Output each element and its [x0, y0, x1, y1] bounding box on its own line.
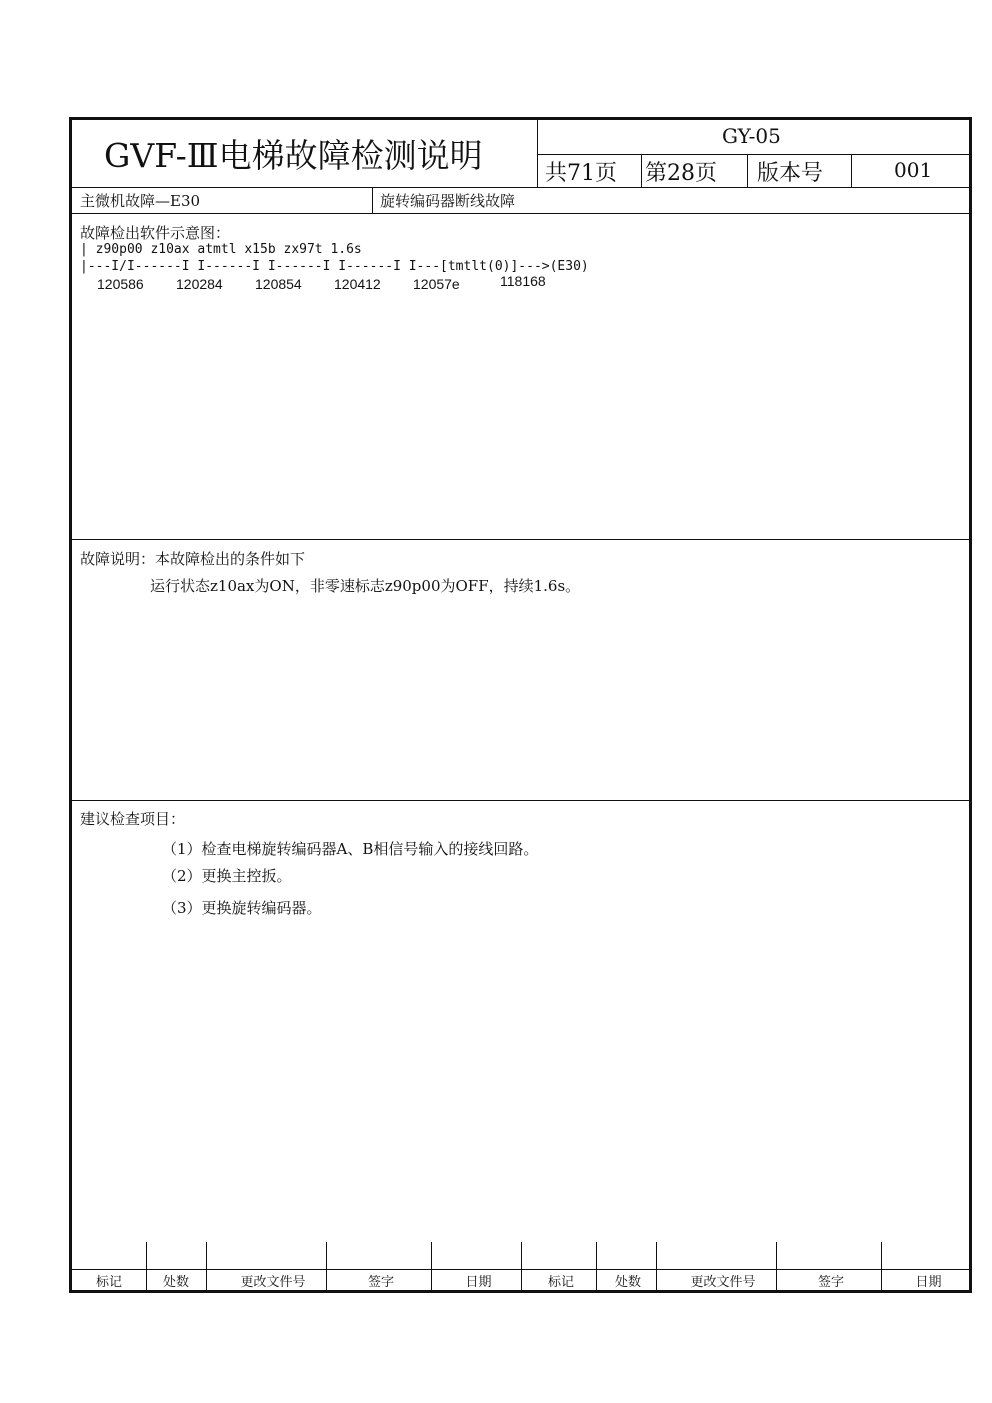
footer-label: 标记 — [547, 1275, 574, 1290]
section-divider — [72, 800, 969, 801]
fault-name: 旋转编码器断线故障 — [380, 192, 516, 210]
address-label: 120284 — [176, 276, 223, 292]
header-divider — [851, 154, 852, 187]
info-divider — [372, 187, 373, 213]
header-divider — [747, 154, 748, 187]
section-divider — [72, 539, 969, 540]
footer-label: 处数 — [614, 1275, 641, 1290]
version-value: 001 — [894, 158, 933, 182]
description-heading: 故障说明：本故障检出的条件如下 — [80, 550, 306, 568]
address-label: 12057e — [413, 276, 460, 292]
document-frame — [69, 117, 972, 1293]
footer-label: 日期 — [915, 1275, 942, 1290]
suggestion-item: （3）更换旋转编码器。 — [162, 899, 322, 917]
suggestions-heading: 建议检查项目： — [80, 810, 186, 828]
footer-label: 标记 — [95, 1275, 122, 1290]
total-pages: 共71页 — [545, 161, 617, 186]
header-bottom-line — [72, 187, 969, 188]
address-label: 120854 — [255, 276, 302, 292]
footer-label: 签字 — [817, 1275, 844, 1290]
header-divider — [641, 154, 642, 187]
ladder-labels: | z90p00 z10ax atmtl x15b zx97t 1.6s — [80, 242, 362, 257]
address-label: 120586 — [97, 276, 144, 292]
fault-code: 主微机故障—E30 — [80, 192, 201, 210]
description-text: 运行状态z10ax为ON，非零速标志z90p00为OFF，持续1.6s。 — [150, 577, 581, 595]
doc-code: GY-05 — [722, 124, 781, 148]
diagram-heading: 故障检出软件示意图： — [80, 224, 231, 242]
footer-label: 更改文件号 — [690, 1275, 756, 1290]
address-label: 118168 — [500, 273, 546, 289]
footer-label: 处数 — [162, 1275, 189, 1290]
page-title: GVF-Ⅲ电梯故障检测说明 — [104, 136, 483, 175]
version-label: 版本号 — [757, 161, 824, 186]
footer-label: 签字 — [367, 1275, 394, 1290]
info-bottom-line — [72, 213, 969, 214]
address-label: 120412 — [334, 276, 381, 292]
footer-label: 更改文件号 — [240, 1275, 306, 1290]
ladder-rung: |---I/I------I I------I I------I I------I I---[tmtlt(0)]--->(E30) — [80, 259, 589, 274]
page-number: 第28页 — [645, 161, 717, 186]
header-divider — [537, 154, 969, 155]
suggestion-item: （1）检查电梯旋转编码器A、B相信号输入的接线回路。 — [162, 840, 539, 858]
footer-label: 日期 — [465, 1275, 492, 1290]
suggestion-item: （2）更换主控扳。 — [162, 867, 292, 885]
